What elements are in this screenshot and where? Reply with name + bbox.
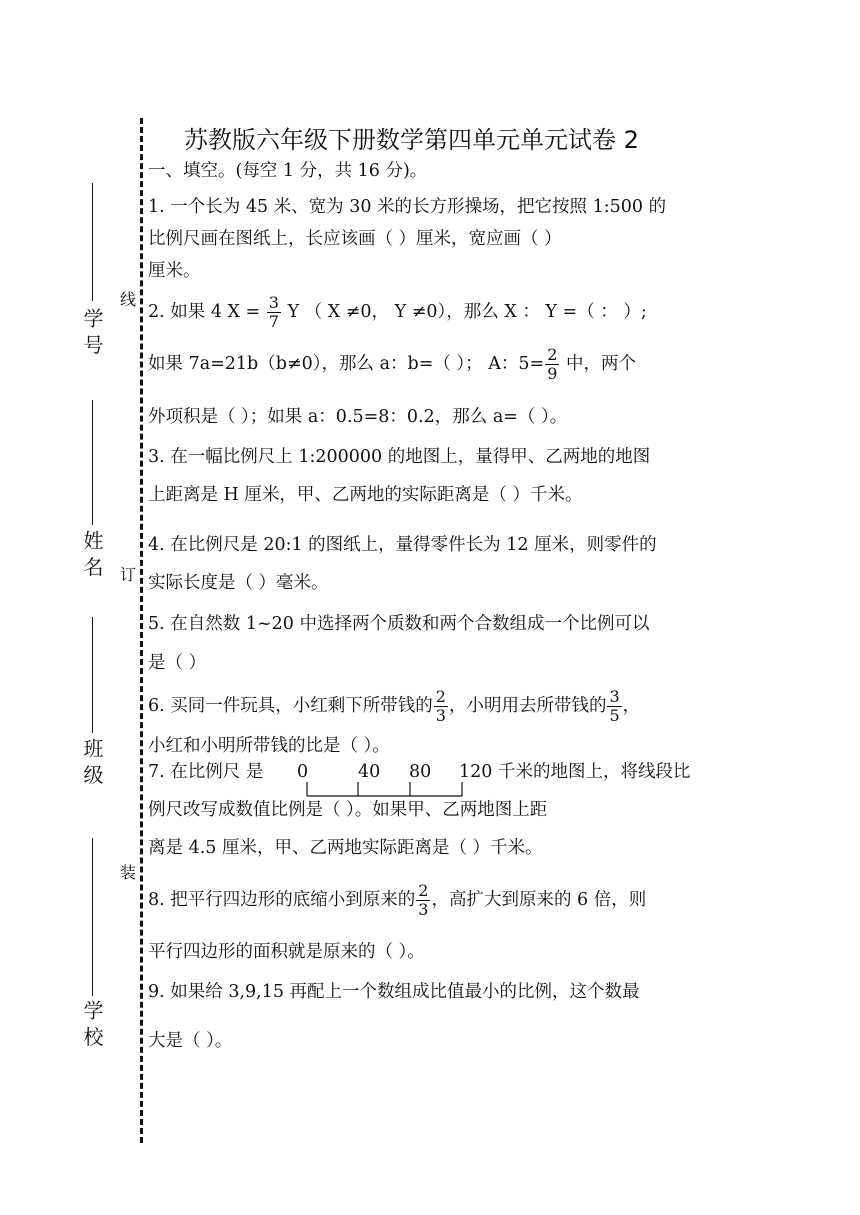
scale-tick-120: 120 bbox=[459, 762, 493, 782]
q5-line1: 5. 在自然数 1~20 中选择两个质数和两个合数组成一个比例可以 bbox=[148, 614, 650, 634]
q7-text-a: 7. 在比例尺 是 bbox=[148, 762, 264, 782]
q9-line2: 大是（ ）。 bbox=[148, 1031, 233, 1051]
q1-line3: 厘米。 bbox=[148, 261, 201, 281]
fraction-numerator: 2 bbox=[418, 881, 429, 900]
q8-line1 bbox=[148, 874, 646, 926]
q2-line3: 外项积是（ ）；如果 a：0.5=8：0.2，那么 a=（ ）。 bbox=[148, 407, 568, 427]
school-line bbox=[92, 838, 93, 996]
q6-fraction-3-5 bbox=[607, 688, 621, 725]
q2-line1 bbox=[148, 286, 647, 338]
q3-line1: 3. 在一幅比例尺上 1:200000 的地图上，量得甲、乙两地的地图 bbox=[148, 447, 651, 467]
class-label: 班 级 bbox=[80, 738, 104, 785]
q7-line3: 离是 4.5 厘米，甲、乙两地实际距离是（ ）千米。 bbox=[148, 838, 543, 858]
name-label: 姓 名 bbox=[80, 530, 104, 577]
q1-line2: 比例尺画在图纸上，长应该画（ ）厘米，宽应画（ ） bbox=[148, 229, 562, 249]
q2-text-b: Y （ X ≠0， Y ≠0），那么 X ： Y =（ ： ）; bbox=[287, 302, 647, 322]
fraction-denominator: 5 bbox=[609, 706, 620, 725]
q5-line2: 是（ ） bbox=[148, 653, 207, 673]
q7-text-b: 千米的地图上，将线段比 bbox=[498, 762, 691, 782]
page-title: 苏教版六年级下册数学第四单元单元试卷 2 bbox=[184, 126, 639, 154]
scale-tick-40: 40 bbox=[358, 762, 381, 782]
fraction-denominator: 7 bbox=[268, 312, 279, 331]
fraction-numerator: 3 bbox=[268, 293, 279, 312]
q8-text-b: ，高扩大到原来的 6 倍，则 bbox=[431, 890, 647, 910]
q6-text-c: ， bbox=[622, 696, 641, 716]
q2-line2 bbox=[148, 338, 636, 390]
name-line bbox=[92, 400, 93, 525]
q6-fraction-2-3 bbox=[434, 688, 448, 725]
q6-line2: 小红和小明所带钱的比是（ ）。 bbox=[148, 736, 390, 756]
q2-text-d: 中，两个 bbox=[560, 354, 636, 374]
q9-line1: 9. 如果给 3,9,15 再配上一个数组成比值最小的比例，这个数最 bbox=[148, 982, 640, 1002]
q7-line2: 例尺改写成数值比例是（ ）。如果甲、乙两地图上距 bbox=[148, 800, 548, 820]
cut-mark-ding: 订 bbox=[120, 565, 137, 584]
fraction-numerator: 2 bbox=[547, 345, 558, 364]
q3-line2: 上距离是 H 厘米，甲、乙两地的实际距离是（ ）千米。 bbox=[148, 485, 583, 505]
q1-line1: 1. 一个长为 45 米、宽为 30 米的长方形操场，把它按照 1:500 的 bbox=[148, 197, 667, 217]
q2-text-c: 如果 7a=21b（b≠0），那么 a：b=（ ）； A：5= bbox=[148, 354, 545, 374]
fraction-numerator: 3 bbox=[609, 687, 620, 706]
school-label: 学 校 bbox=[80, 1000, 104, 1047]
cut-mark-zhuang: 装 bbox=[120, 863, 137, 882]
q6-line1 bbox=[148, 680, 640, 732]
student-number-label: 学 号 bbox=[80, 308, 104, 355]
binding-dashed-line bbox=[140, 118, 143, 1143]
q6-text-a: 6. 买同一件玩具，小红剩下所带钱的 bbox=[148, 696, 433, 716]
q6-text-b: ，小明用去所带钱的 bbox=[448, 696, 607, 716]
section-heading: 一、填空。(每空 1 分，共 16 分)。 bbox=[148, 161, 428, 181]
q4-line2: 实际长度是（ ）毫米。 bbox=[148, 573, 329, 593]
fraction-denominator: 9 bbox=[547, 364, 558, 383]
q8-fraction-2-3 bbox=[416, 882, 430, 919]
class-line bbox=[92, 617, 93, 733]
q2-fraction-2-9 bbox=[545, 346, 559, 383]
q8-text-a: 8. 把平行四边形的底缩小到原来的 bbox=[148, 890, 416, 910]
fraction-denominator: 3 bbox=[418, 900, 429, 919]
q2-text-a: 2. 如果 4 X = bbox=[148, 302, 261, 322]
scale-tick-80: 80 bbox=[409, 762, 432, 782]
scale-tick-0: 0 bbox=[297, 762, 309, 782]
q4-line1: 4. 在比例尺是 20:1 的图纸上，量得零件长为 12 厘米，则零件的 bbox=[148, 535, 657, 555]
q8-line2: 平行四边形的面积就是原来的（ ）。 bbox=[148, 942, 425, 962]
fraction-denominator: 3 bbox=[435, 706, 446, 725]
cut-mark-xian: 线 bbox=[120, 290, 137, 309]
q2-fraction-3-7 bbox=[267, 294, 281, 331]
student-number-line bbox=[92, 183, 93, 301]
fraction-numerator: 2 bbox=[435, 687, 446, 706]
